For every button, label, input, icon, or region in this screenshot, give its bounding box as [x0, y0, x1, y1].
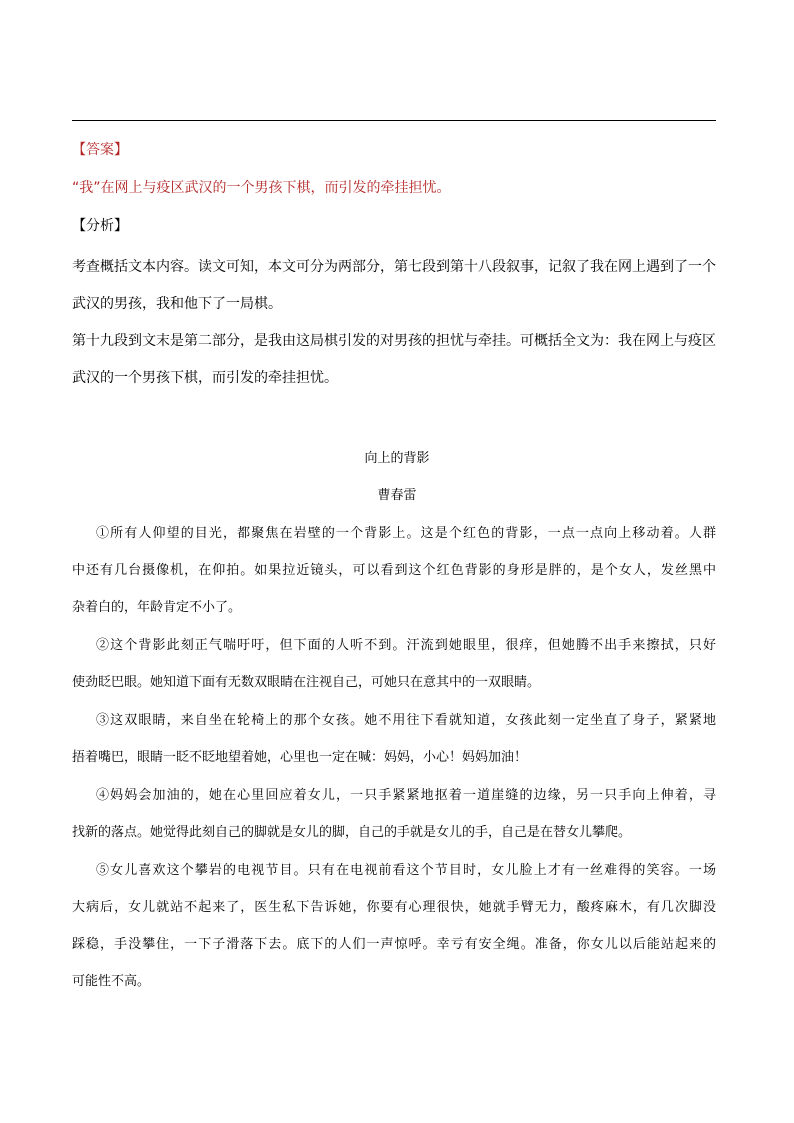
article-line: ③这双眼睛，来自坐在轮椅上的那个女孩。她不用往下看就知道，女孩此刻一定坐直了身子，紧紧地: [96, 713, 716, 728]
article-line: ②这个背影此刻正气喘吁吁，但下面的人听不到。汗流到她眼里，很痒，但她腾不出手来擦拭，只好: [96, 638, 716, 653]
article-line: ④妈妈会加油的，她在心里回应着女儿，一只手紧紧地抠着一道崖缝的边缘，另一只手向上伸着，寻: [96, 788, 716, 803]
article-line: ①所有人仰望的目光，都聚焦在岩壁的一个背影上。这是个红色的背影，一点一点向上移动着。人群: [96, 526, 716, 541]
answer-text: “我”在网上与疫区武汉的一个男孩下棋，而引发的牵挂担忧。: [72, 180, 451, 196]
article-line: 踩稳，手没攀住，一下子滑落下去。底下的人们一声惊呼。幸亏有安全绳。准备，你女儿以后能站起来的: [72, 937, 716, 952]
answer-heading: 【答案】: [72, 142, 128, 158]
article-line: 可能性不高。: [72, 974, 151, 989]
article-line: 找新的落点。她觉得此刻自己的脚就是女儿的脚，自己的手就是女儿的手，自己是在替女儿攀爬。: [72, 825, 632, 840]
analysis-line: 武汉的一个男孩下棋，而引发的牵挂担忧。: [72, 370, 338, 386]
article-line: 使劲眨巴眼。她知道下面有无数双眼睛在注视自己，可她只在意其中的一双眼睛。: [72, 675, 541, 690]
article-line: 中还有几台摄像机，在仰拍。如果拉近镜头，可以看到这个红色背影的身形是胖的，是个女人，发丝黑中: [72, 563, 716, 578]
article-line: ⑤女儿喜欢这个攀岩的电视节目。只有在电视前看这个节目时，女儿脸上才有一丝难得的笑容。一场: [96, 863, 716, 878]
article-line: 捂着嘴巴，眼睛一眨不眨地望着她，心里也一定在喊：妈妈，小心！妈妈加油！: [72, 750, 528, 765]
article-line: 大病后，女儿就站不起来了，医生私下告诉她，你要有心理很快，她就手臂无力，酸疼麻木，有几次脚没: [72, 900, 716, 915]
article-line: 杂着白的，年龄肯定不小了。: [72, 600, 242, 615]
article-author: 曹春雷: [377, 488, 417, 503]
analysis-line: 第十九段到文末是第二部分，是我由这局棋引发的对男孩的担忧与牵挂。可概括全文为：我在网上与疫区: [72, 333, 716, 349]
analysis-heading: 【分析】: [72, 218, 128, 234]
header-rule: [72, 120, 716, 121]
analysis-line: 武汉的男孩，我和他下了一局棋。: [72, 296, 282, 312]
article-title: 向上的背影: [364, 451, 430, 466]
analysis-line: 考查概括文本内容。读文可知，本文可分为两部分，第七段到第十八段叙事，记叙了我在网上遇到了一个: [72, 259, 716, 275]
